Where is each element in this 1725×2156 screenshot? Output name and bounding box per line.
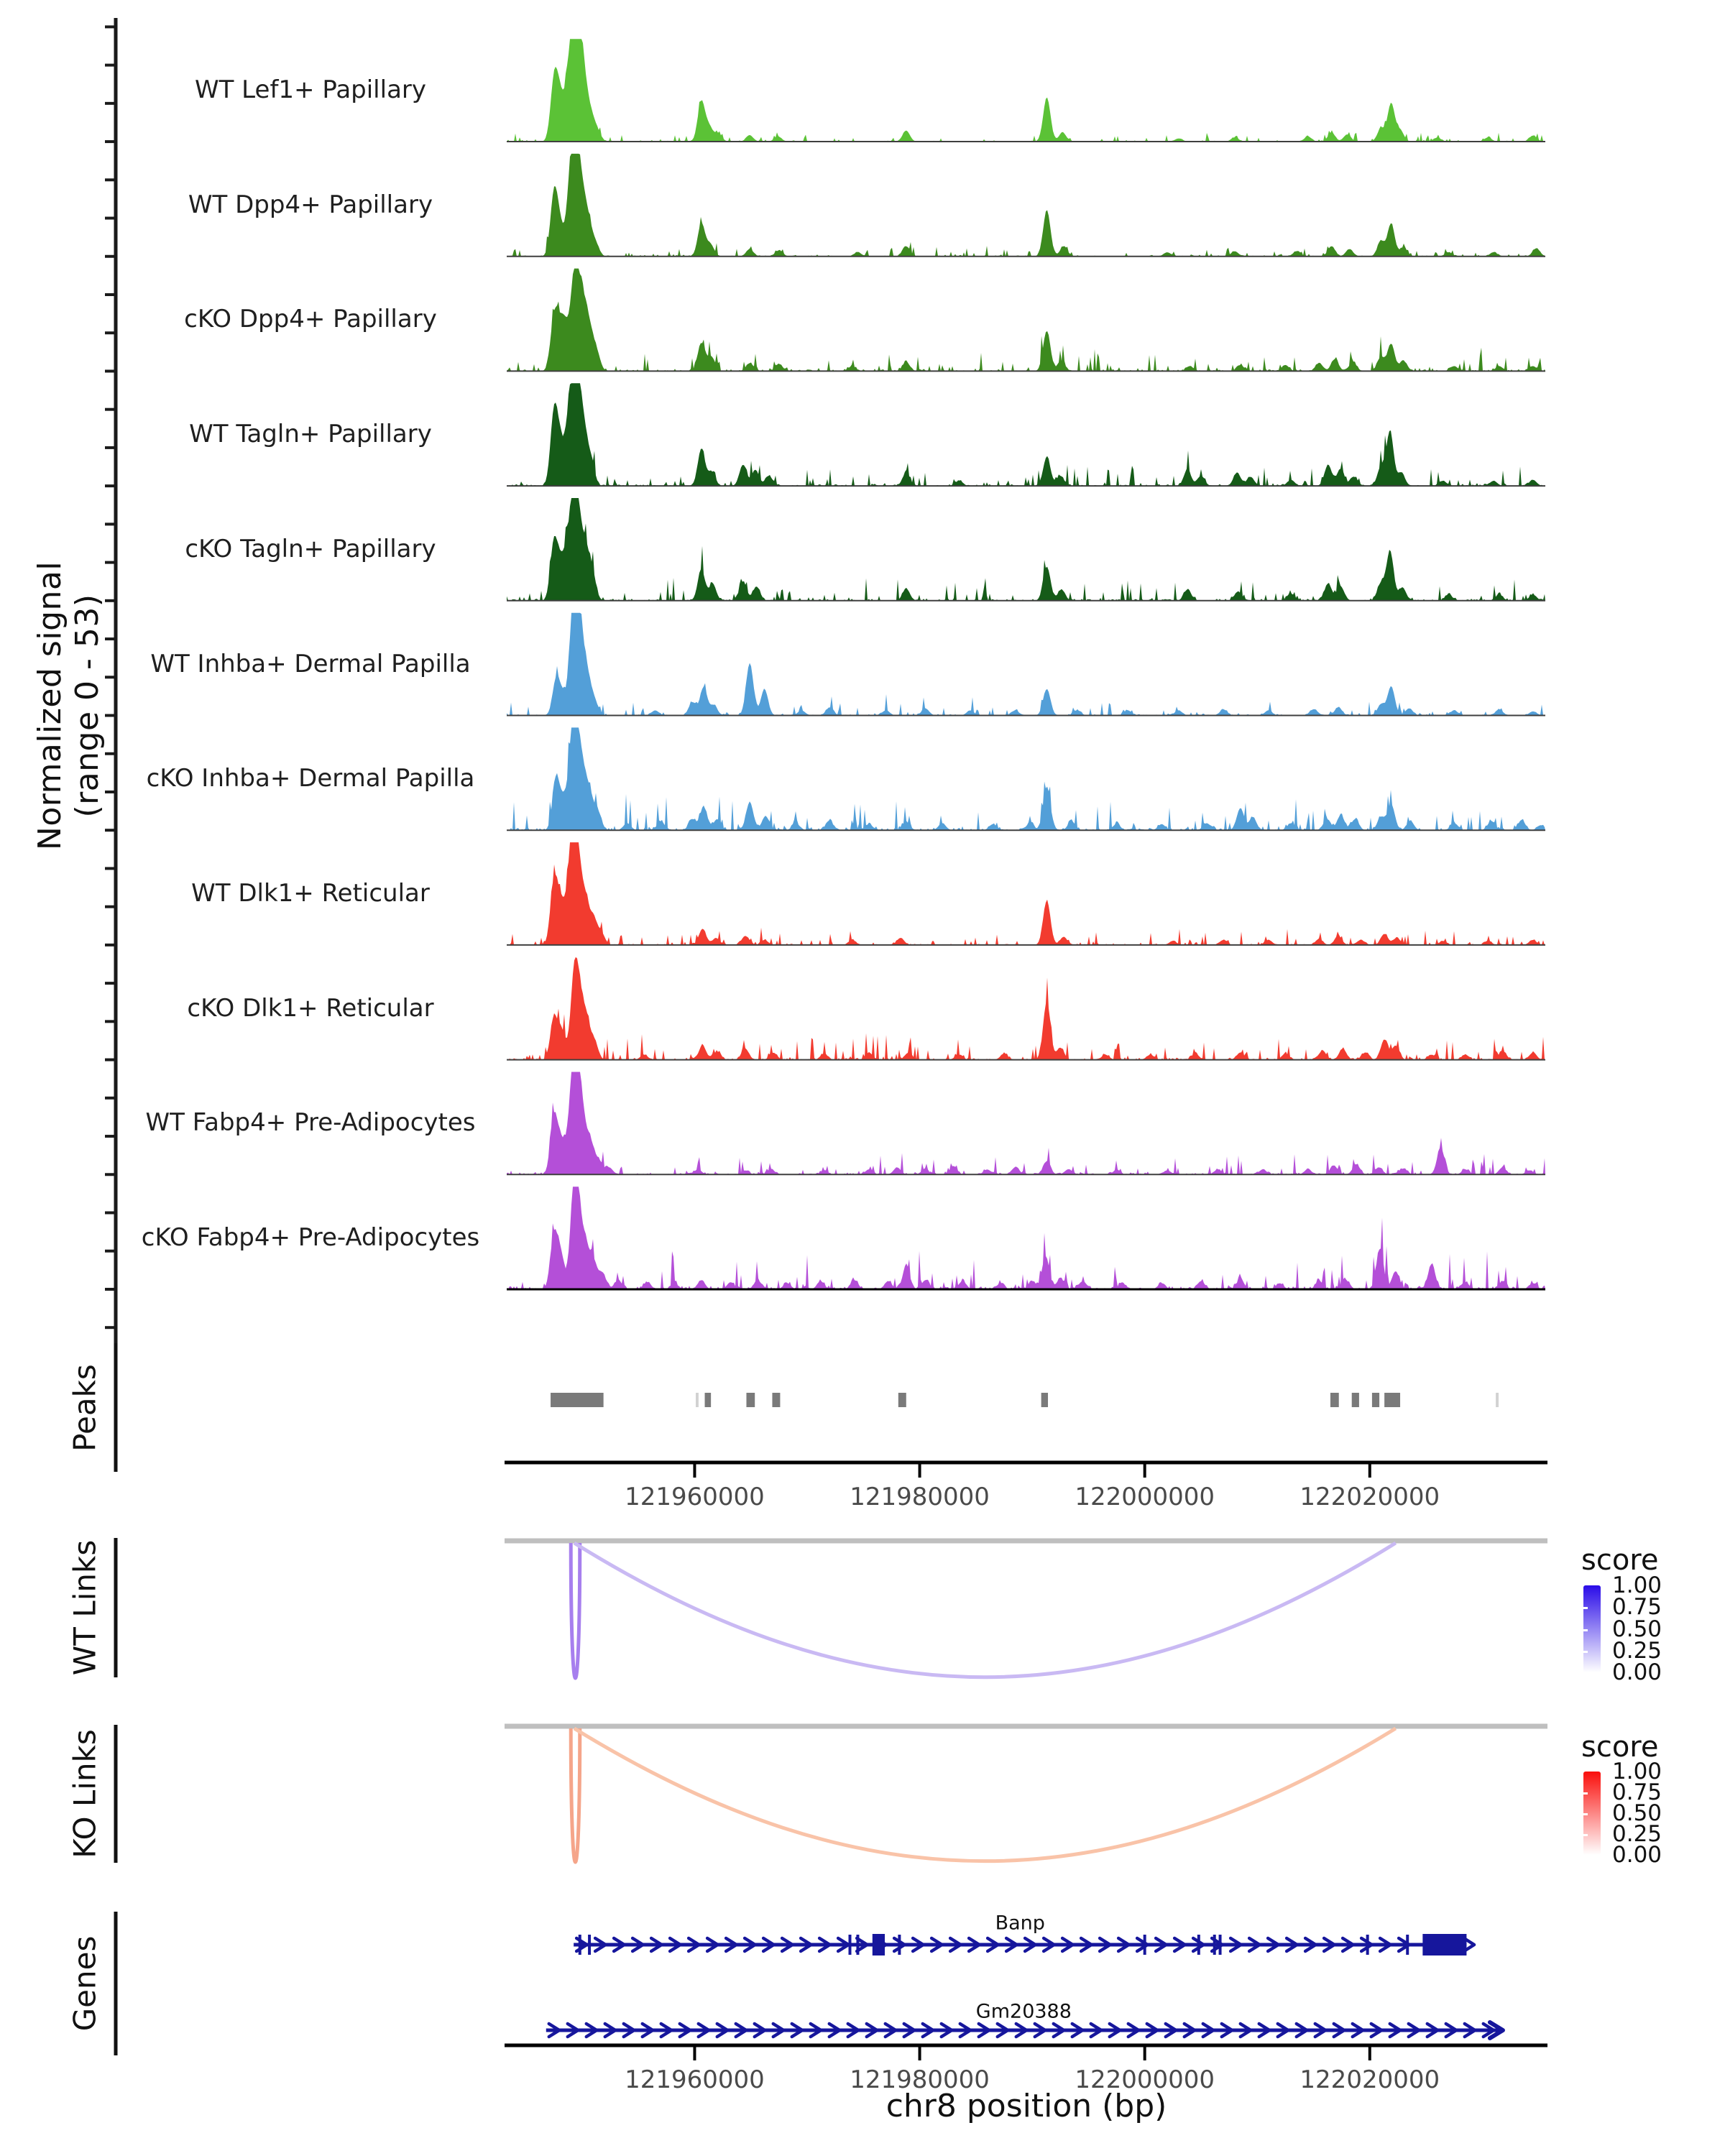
peak-interval-box	[772, 1393, 780, 1407]
legend-tick-label: 0.00	[1612, 1659, 1662, 1685]
legend-tick-label: 0.25	[1612, 1637, 1662, 1664]
track-label: cKO Tagln+ Papillary	[185, 534, 436, 563]
x-tick-label: 122000000	[1075, 2065, 1215, 2094]
sidebar-label-ko-links: KO Links	[67, 1729, 103, 1858]
peak-interval-box	[705, 1393, 712, 1407]
y-axis-label-line2: (range 0 - 53)	[69, 594, 106, 818]
coverage-track-area	[507, 957, 1545, 1060]
peak-interval-box	[1496, 1393, 1499, 1407]
track-label: cKO Inhba+ Dermal Papilla	[146, 764, 475, 793]
link-arc	[571, 1543, 580, 1678]
legend-bar-notch	[1583, 1607, 1588, 1609]
coverage-track-area	[507, 1072, 1545, 1175]
x-tick-label: 121960000	[625, 1483, 765, 1511]
coverage-track-area	[507, 727, 1545, 830]
legend-bar-notch	[1583, 1651, 1588, 1653]
peak-interval-box	[1330, 1393, 1339, 1407]
legend-tick-label: 0.75	[1612, 1779, 1662, 1805]
peak-interval-box	[746, 1393, 755, 1407]
gene-label-banp: Banp	[995, 1912, 1045, 1935]
legend-tick-label: 0.75	[1612, 1594, 1662, 1621]
y-axis-label	[32, 561, 106, 850]
coverage-track-area	[507, 383, 1545, 486]
x-tick-label: 121980000	[850, 2065, 990, 2094]
coverage-track-area	[507, 498, 1545, 601]
link-arc	[571, 1728, 580, 1862]
legend-bar-notch	[1583, 1834, 1588, 1836]
legend-bar-notch	[1583, 1813, 1588, 1815]
peak-interval-box	[696, 1393, 699, 1407]
gene-label-gm20388: Gm20388	[975, 2000, 1072, 2023]
gene-terminal-exon-block	[1422, 1934, 1466, 1955]
gene-exon-box	[873, 1934, 885, 1955]
track-label: cKO Dlk1+ Reticular	[187, 993, 434, 1023]
coverage-track-area	[507, 1187, 1545, 1289]
x-tick-label: 121980000	[850, 1483, 990, 1511]
sidebar-label-peaks: Peaks	[67, 1364, 103, 1452]
track-label: WT Dlk1+ Reticular	[191, 878, 430, 908]
link-arc	[574, 1728, 1396, 1861]
x-tick-label: 121960000	[625, 2065, 765, 2094]
coverage-track-area	[507, 154, 1545, 257]
legend-tick-label: 0.00	[1612, 1842, 1662, 1868]
coverage-track-area	[507, 842, 1545, 945]
legend-tick-label: 0.50	[1612, 1616, 1662, 1642]
y-axis-label-line1: Normalized signal	[32, 561, 69, 851]
x-tick-label: 122000000	[1075, 1483, 1215, 1511]
wt-links-legend-title: score	[1581, 1544, 1659, 1577]
track-label: cKO Dpp4+ Papillary	[184, 305, 437, 334]
link-arc	[574, 1543, 1396, 1677]
track-label: WT Dpp4+ Papillary	[188, 190, 433, 219]
track-label: WT Tagln+ Papillary	[189, 420, 432, 449]
peak-interval-box	[1372, 1393, 1379, 1407]
legend-tick-label: 0.25	[1612, 1821, 1662, 1847]
peak-interval-box	[1384, 1393, 1400, 1407]
track-label: WT Inhba+ Dermal Papilla	[150, 649, 471, 678]
legend-tick-label: 1.00	[1612, 1572, 1662, 1598]
x-tick-label: 122020000	[1300, 1483, 1440, 1511]
peak-interval-box	[1041, 1393, 1048, 1407]
legend-tick-label: 1.00	[1612, 1759, 1662, 1784]
legend-bar-notch	[1583, 1792, 1588, 1795]
x-tick-label: 122020000	[1300, 2065, 1440, 2094]
sidebar-label-genes: Genes	[67, 1935, 103, 2032]
coverage-track-area	[507, 613, 1545, 716]
sidebar-label-wt-links: WT Links	[67, 1539, 103, 1676]
coverage-track-area	[507, 269, 1545, 372]
x-axis-title: chr8 position (bp)	[886, 2088, 1167, 2124]
track-label: WT Fabp4+ Pre-Adipocytes	[145, 1108, 476, 1138]
track-label: WT Lef1+ Papillary	[194, 75, 427, 104]
peak-interval-box	[551, 1393, 604, 1407]
coverage-track-area	[507, 39, 1545, 142]
legend-tick-label: 0.50	[1612, 1800, 1662, 1826]
peak-interval-box	[898, 1393, 906, 1407]
peak-interval-box	[1352, 1393, 1359, 1407]
legend-bar-notch	[1583, 1629, 1588, 1631]
ko-links-legend-title: score	[1581, 1731, 1659, 1764]
track-label: cKO Fabp4+ Pre-Adipocytes	[141, 1223, 480, 1252]
